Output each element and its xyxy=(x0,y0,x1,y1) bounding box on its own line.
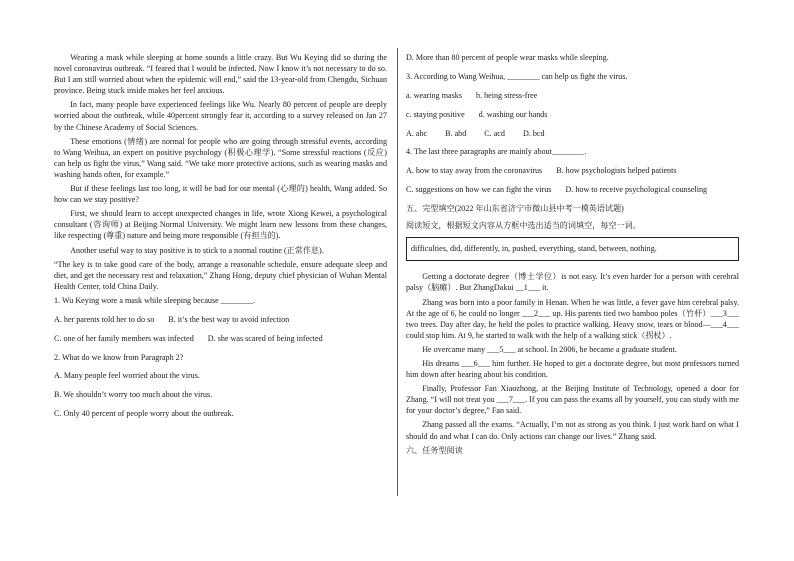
cloze-paragraph-3: He overcame many ___5___ at school. In 2006, he became a graduate student. xyxy=(422,344,677,354)
passage-paragraph-6: Another useful way to stay positive is to stick to a normal routine (正常作息). xyxy=(70,245,324,255)
question-3: 3. According to Wang Weihua, ________ can help us fight the virus. xyxy=(406,71,628,81)
passage-paragraph-7: “The key is to take good care of the body, arrange a reasonable schedule, ensure adequate sleep and diet, and get the necessary rest and relaxation,” Zhang Hong, deputy chief physician of Wuhan Mental Health Center, told China Daily. xyxy=(54,259,387,291)
word-bank-box: difficulties, did, differently, in, pushed, everything, stand, between, nothing. xyxy=(406,237,739,261)
passage-paragraph-5: First, we should learn to accept unexpected changes in life, wrote Xiong Kewei, a psychological consultant (咨询师) at Beijing Normal University. We might learn new lessons from these changes, like respecting (尊重) nature and being more responsible (有担当的). xyxy=(54,209,387,241)
option: b. being stress-free xyxy=(475,90,538,100)
passage-paragraph-3: These emotions (情绪) are normal for people who are going through stressful events, according to Wang Weihua, an expert on positive psychology (积极心理学). “Some stressful reactions (反应) can help us fight the virus,” Wang said. “We take more protective actions, such as wearing masks and washing hands often, for example.” xyxy=(54,136,387,179)
question-4-options-ab xyxy=(406,165,739,176)
question-2: 2. What do we know from Paragraph 2? xyxy=(54,352,184,362)
option: A. abc xyxy=(406,128,428,138)
column-divider xyxy=(397,48,398,496)
question-3-items-ab xyxy=(406,90,739,101)
passage-paragraph-1: Wearing a mask while sleeping at home sounds a little crazy. But Wu Keying did so during the novel coronavirus outbreak. “I feared that I would be infected. Now I know it’s not necessary to do so. But I am still worried about when the epidemic will end,” said the 13-year-old from Chengdu, Sichuan province. Being stuck inside makes her feel anxious. xyxy=(54,53,387,96)
option: a. wearing masks xyxy=(406,90,462,100)
section-5-title: 五、完型填空(2022 年山东省济宁市微山县中考一模英语试题) xyxy=(406,204,624,214)
left-column xyxy=(54,52,387,427)
option: B. how psychologists helped patients xyxy=(556,166,677,176)
passage-paragraph-4: But if these feelings last too long, it will be bad for our mental (心理的) health, Wang added. So how can we stay positive? xyxy=(54,184,387,205)
option: C. acd xyxy=(484,128,505,138)
option: C. Only 40 percent of people worry about the outbreak. xyxy=(54,409,234,419)
cloze-paragraph-5: Finally, Professor Fan Xiaozhong, at the Beijing Institute of Technology, opened a door for Zhang. “I will not treat you ___7___. If you can pass the exams all by yourself, you can study with me for your doctor’s degree,” Fan said. xyxy=(406,384,739,416)
option: c. staying positive xyxy=(406,109,465,119)
cloze-paragraph-6: Zhang passed all the exams. “Actually, I’m not as strong as you think. I just work hard on what I should do and what I can do. Only actions can change our lives.” Zhang said. xyxy=(406,420,739,441)
cloze-paragraph-1: Getting a doctorate degree（博士学位）is not easy. It’s even harder for a person with cerebral palsy（脑瘫）. But ZhangDakui __1___ it. xyxy=(406,272,739,293)
cloze-paragraph-2: Zhang was born into a poor family in Henan. When he was little, a fever gave him cerebral palsy. At the age of 6, he could no longer ___2___ up. His parents tied two bamboo poles（竹杆）___3___ two trees. Day after day, he held the poles to practice walking. Heavy snow, tears or blood—___4___ could stop him. At 9, he started to walk with the help of a walking stick（拐杖）. xyxy=(406,297,739,340)
option: B. abd xyxy=(445,128,467,138)
cloze-paragraph-4: His dreams ___6___ him further. He hoped to get a doctorate degree, but most professors turned him down after hearing about his condition. xyxy=(406,358,739,380)
option: B. We shouldn’t worry too much about the virus. xyxy=(54,390,213,400)
section-6-title: 六、任务型阅读 xyxy=(406,445,463,455)
option: C. one of her family members was infected xyxy=(54,333,194,343)
question-1-options-ab xyxy=(54,314,387,325)
option: d. washing our hands xyxy=(478,109,548,119)
question-4: 4. The last three paragraphs are mainly about________. xyxy=(406,147,587,157)
option: A. her parents told her to do so xyxy=(54,314,155,324)
option: D. she was scared of being infected xyxy=(207,333,323,343)
option: D. how to receive psychological counseling xyxy=(565,185,708,195)
option: D. bcd xyxy=(522,128,545,138)
passage-paragraph-2: In fact, many people have experienced feelings like Wu. Nearly 80 percent of people are deeply worried about the outbreak, while 40percent strongly fear it, according to a survey released on Jan 27 by the Chinese Academy of Social Sciences. xyxy=(54,100,387,132)
option: D. More than 80 percent of people wear masks while sleeping. xyxy=(406,53,609,62)
right-column xyxy=(406,52,739,456)
option: A. how to stay away from the coronavirus xyxy=(406,166,543,176)
question-3-items-cd xyxy=(406,109,739,120)
option: A. Many people feel worried about the virus. xyxy=(54,371,200,381)
question-1: 1. Wu Keying wore a mask while sleeping because ________. xyxy=(54,295,256,305)
option: C. suggestions on how we can fight the virus xyxy=(406,185,552,195)
question-4-options-cd xyxy=(406,184,739,195)
section-5-instructions: 阅读短文，根据短文内容从方框中选出适当的词填空，每空一词。 xyxy=(406,221,641,231)
option: B. it’s the best way to avoid infection xyxy=(168,314,290,324)
question-3-options xyxy=(406,128,739,139)
question-1-options-cd xyxy=(54,333,387,344)
